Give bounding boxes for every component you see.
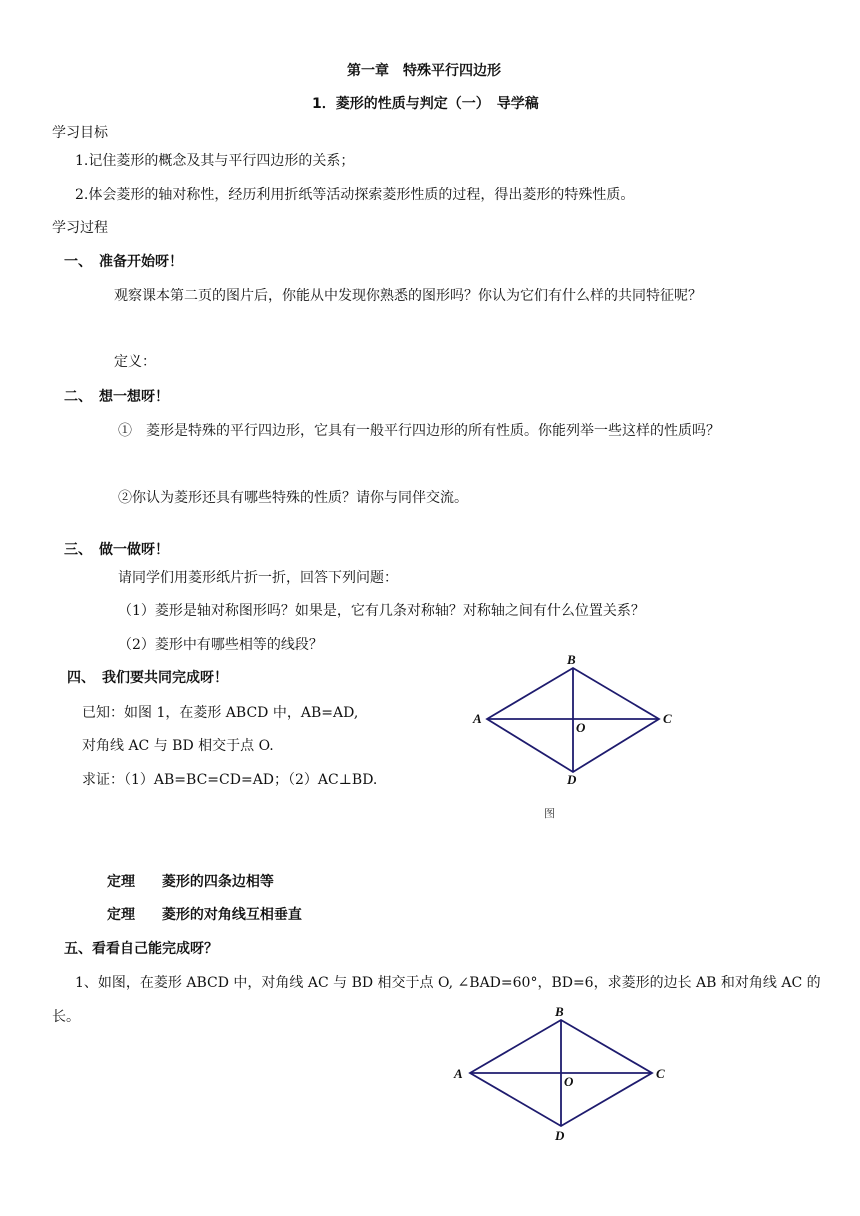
- given-line-2: 对角线 AC 与 BD 相交于点 O.: [82, 738, 274, 754]
- section-3-question-1: （1）菱形是轴对称图形吗？如果是，它有几条对称轴？对称轴之间有什么位置关系？: [118, 603, 645, 619]
- problem-1-line-1: 1、如图，在菱形 ABCD 中，对角线 AC 与 BD 相交于点 O, ∠BAD=60°，BD=6，求菱形的边长 AB 和对角线 AC 的: [75, 975, 821, 991]
- label-o: O: [576, 720, 586, 735]
- section-2-question-1: ① 菱形是特殊的平行四边形，它具有一般平行四边形的所有性质。你能列举一些这样的性质吗？: [118, 423, 720, 439]
- section-3-question-2: （2）菱形中有哪些相等的线段？: [118, 637, 323, 653]
- section-2-question-2: ②你认为菱形还具有哪些特殊的性质？请你与同伴交流。: [118, 490, 468, 506]
- label-d: D: [555, 1128, 565, 1143]
- given-line-1: 已知：如图 1，在菱形 ABCD 中，AB=AD,: [82, 705, 359, 721]
- problem-1-line-2: 长。: [52, 1009, 80, 1025]
- objective-2: 2.体会菱形的轴对称性，经历利用折纸等活动探索菱形性质的过程，得出菱形的特殊性质。: [75, 187, 635, 203]
- section-4-heading: 四、 我们要共同完成呀！: [67, 670, 228, 686]
- section-3-intro: 请同学们用菱形纸片折一折，回答下列问题：: [118, 570, 398, 586]
- label-b: B: [567, 652, 576, 667]
- lesson-title: 1．菱形的性质与判定（一） 导学稿: [312, 96, 539, 112]
- label-d: D: [567, 772, 577, 787]
- label-a: A: [454, 1066, 463, 1081]
- theorem-1: [107, 873, 274, 891]
- label-o: O: [564, 1074, 574, 1089]
- objective-1: 1.记住菱形的概念及其与平行四边形的关系；: [75, 153, 355, 169]
- rhombus-figure-2: [448, 1002, 688, 1152]
- rhombus-figure-1: [465, 652, 685, 802]
- section-1-text: 观察课本第二页的图片后，你能从中发现你熟悉的图形吗？你认为它们有什么样的共同特征呢？: [114, 288, 702, 304]
- theorem-1-text: 菱形的四条边相等: [161, 874, 274, 890]
- section-2-heading: 二、 想一想呀！: [64, 389, 169, 405]
- theorem-2-label: 定理: [107, 907, 135, 923]
- theorem-2-text: 菱形的对角线互相垂直: [161, 907, 302, 923]
- label-c: C: [656, 1066, 665, 1081]
- prove-line: 求证：（1）AB=BC=CD=AD；（2）AC⊥BD.: [82, 772, 378, 788]
- figure-caption: 图: [544, 807, 555, 820]
- label-c: C: [663, 711, 672, 726]
- objectives-heading: 学习目标: [52, 125, 108, 141]
- label-a: A: [473, 711, 482, 726]
- section-1-heading: 一、 准备开始呀！: [64, 254, 183, 270]
- process-heading: 学习过程: [52, 220, 108, 236]
- chapter-title: 第一章 特殊平行四边形: [347, 63, 501, 79]
- theorem-1-label: 定理: [107, 874, 135, 890]
- theorem-2: [107, 906, 302, 924]
- section-5-heading: 五、看看自己能完成呀？: [64, 941, 218, 957]
- label-b: B: [555, 1004, 564, 1019]
- section-3-heading: 三、 做一做呀！: [64, 542, 169, 558]
- definition-label: 定义：: [114, 354, 156, 370]
